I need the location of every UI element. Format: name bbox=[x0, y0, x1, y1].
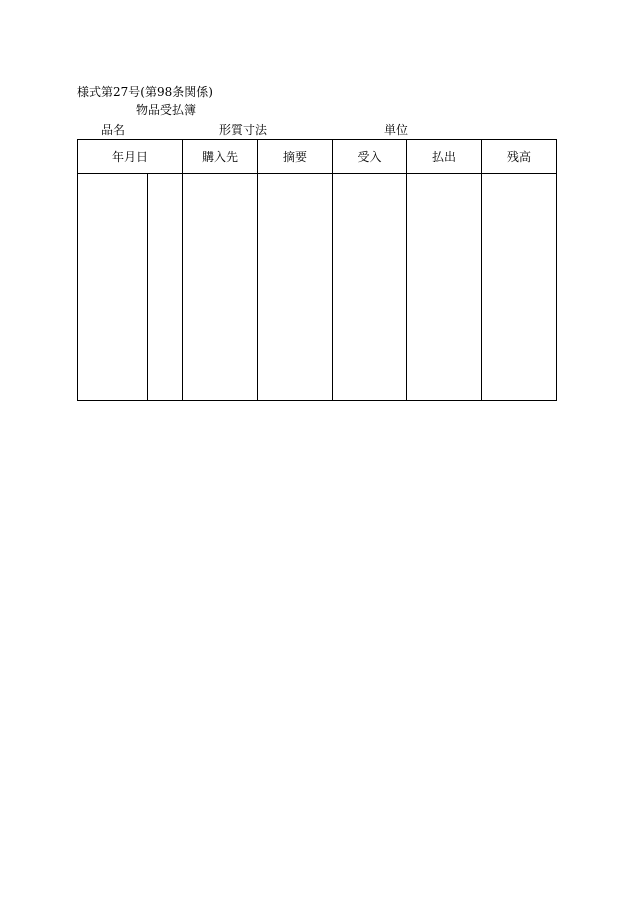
column-header-date: 年月日 bbox=[78, 140, 183, 174]
column-header-balance: 残高 bbox=[482, 140, 557, 174]
supplier-cell[interactable] bbox=[183, 174, 258, 401]
column-header-received: 受入 bbox=[333, 140, 407, 174]
unit-label: 単位 bbox=[384, 123, 409, 137]
column-header-issued: 払出 bbox=[407, 140, 482, 174]
issued-cell[interactable] bbox=[407, 174, 482, 401]
item-name-label: 品名 bbox=[101, 123, 126, 137]
ledger-body-row bbox=[78, 174, 557, 401]
column-header-supplier: 購入先 bbox=[183, 140, 258, 174]
form-number: 様式第27号(第98条関係) bbox=[77, 85, 213, 99]
balance-cell[interactable] bbox=[482, 174, 557, 401]
summary-cell[interactable] bbox=[258, 174, 333, 401]
ledger-title: 物品受払簿 bbox=[136, 103, 197, 117]
received-cell[interactable] bbox=[333, 174, 407, 401]
spec-label: 形質寸法 bbox=[219, 123, 268, 137]
ledger-table bbox=[77, 139, 557, 401]
column-header-summary: 摘要 bbox=[258, 140, 333, 174]
ledger-header-row bbox=[78, 140, 557, 174]
date-day-cell[interactable] bbox=[148, 174, 183, 401]
date-month-cell[interactable] bbox=[78, 174, 148, 401]
